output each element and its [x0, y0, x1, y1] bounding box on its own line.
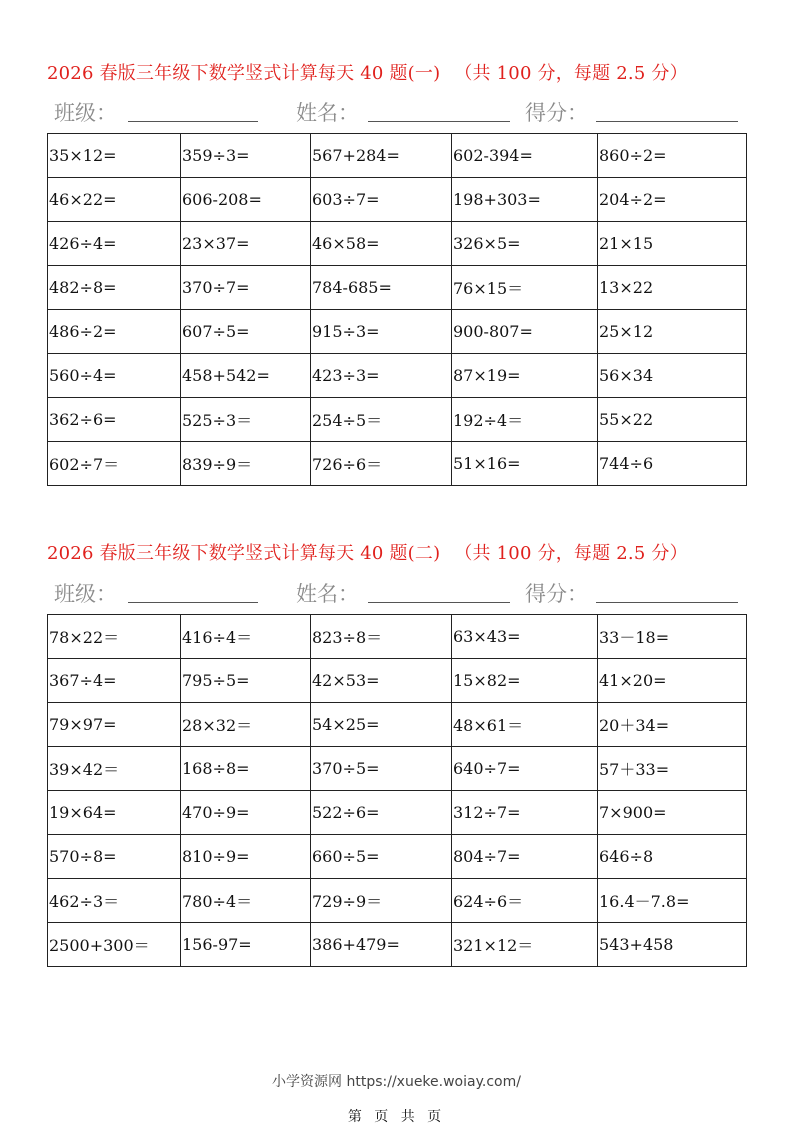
- student-info-1: [54, 97, 754, 127]
- problem-cell: 525÷3＝: [181, 398, 311, 442]
- problem-cell: 603÷7=: [311, 178, 452, 222]
- score-note-1: （共 100 分，每题 2.5 分）: [454, 63, 688, 84]
- problem-cell: 640÷7=: [452, 747, 598, 791]
- problem-cell: 646÷8: [598, 835, 747, 879]
- problem-cell: 168÷8=: [181, 747, 311, 791]
- problem-cell: 416÷4＝: [181, 615, 311, 659]
- table-row: [48, 879, 747, 923]
- score-label-1: 得分：: [525, 101, 588, 125]
- class-label-1: 班级：: [54, 101, 117, 125]
- problem-cell: 33－18=: [598, 615, 747, 659]
- problem-cell: 2500+300＝: [48, 923, 181, 967]
- problem-cell: 39×42＝: [48, 747, 181, 791]
- problem-cell: 810÷9=: [181, 835, 311, 879]
- problem-cell: 78×22＝: [48, 615, 181, 659]
- problem-cell: 839÷9＝: [181, 442, 311, 486]
- student-info-2: [54, 578, 754, 608]
- problem-cell: 57＋33=: [598, 747, 747, 791]
- table-row: [48, 442, 747, 486]
- score-label-2: 得分：: [525, 582, 588, 606]
- problem-cell: 744÷6: [598, 442, 747, 486]
- problem-cell: 606-208=: [181, 178, 311, 222]
- problem-cell: 15×82=: [452, 659, 598, 703]
- table-row: [48, 310, 747, 354]
- score-field-1[interactable]: [596, 121, 738, 122]
- problem-cell: 204÷2=: [598, 178, 747, 222]
- table-row: [48, 747, 747, 791]
- worksheet-title-2: [47, 539, 757, 565]
- problem-cell: 56×34: [598, 354, 747, 398]
- class-field-2[interactable]: [128, 602, 258, 603]
- problem-cell: 482÷8=: [48, 266, 181, 310]
- problem-cell: 46×22=: [48, 178, 181, 222]
- table-row: [48, 134, 747, 178]
- problem-cell: 48×61＝: [452, 703, 598, 747]
- table-row: [48, 791, 747, 835]
- problem-cell: 370÷7=: [181, 266, 311, 310]
- table-row: [48, 615, 747, 659]
- problem-cell: 780÷4＝: [181, 879, 311, 923]
- problem-rows-1: [48, 134, 747, 486]
- problem-cell: 46×58=: [311, 222, 452, 266]
- problem-cell: 607÷5=: [181, 310, 311, 354]
- problem-cell: 486÷2=: [48, 310, 181, 354]
- problem-cell: 28×32＝: [181, 703, 311, 747]
- title-text-1: 2026 春版三年级下数学竖式计算每天 40 题(一): [47, 63, 441, 84]
- problem-cell: 784-685=: [311, 266, 452, 310]
- class-label-2: 班级：: [54, 582, 117, 606]
- problem-cell: 795÷5=: [181, 659, 311, 703]
- problem-cell: 7×900=: [598, 791, 747, 835]
- page-number: 第 页 共 页: [347, 1109, 446, 1125]
- table-row: [48, 703, 747, 747]
- problem-cell: 55×22: [598, 398, 747, 442]
- problem-table-2: [47, 614, 747, 967]
- problem-rows-2: [48, 615, 747, 967]
- table-row: [48, 835, 747, 879]
- problem-cell: 21×15: [598, 222, 747, 266]
- problem-cell: 900-807=: [452, 310, 598, 354]
- problem-cell: 326×5=: [452, 222, 598, 266]
- name-field-1[interactable]: [368, 121, 510, 122]
- problem-cell: 602-394=: [452, 134, 598, 178]
- problem-cell: 426÷4=: [48, 222, 181, 266]
- problem-cell: 370÷5=: [311, 747, 452, 791]
- problem-cell: 19×64=: [48, 791, 181, 835]
- problem-cell: 624÷6＝: [452, 879, 598, 923]
- problem-cell: 51×16=: [452, 442, 598, 486]
- problem-cell: 79×97=: [48, 703, 181, 747]
- table-row: [48, 923, 747, 967]
- problem-cell: 823÷8＝: [311, 615, 452, 659]
- problem-table-1: [47, 133, 747, 486]
- table-row: [48, 398, 747, 442]
- problem-cell: 560÷4=: [48, 354, 181, 398]
- problem-cell: 42×53=: [311, 659, 452, 703]
- class-field-1[interactable]: [128, 121, 258, 122]
- problem-cell: 20＋34=: [598, 703, 747, 747]
- problem-cell: 25×12: [598, 310, 747, 354]
- name-label-1: 姓名：: [296, 101, 359, 125]
- name-label-2: 姓名：: [296, 582, 359, 606]
- problem-cell: 367÷4=: [48, 659, 181, 703]
- problem-cell: 567+284=: [311, 134, 452, 178]
- score-note-2: （共 100 分，每题 2.5 分）: [454, 543, 688, 564]
- problem-cell: 522÷6=: [311, 791, 452, 835]
- name-field-2[interactable]: [368, 602, 510, 603]
- problem-cell: 198+303=: [452, 178, 598, 222]
- problem-cell: 729÷9＝: [311, 879, 452, 923]
- problem-cell: 312÷7=: [452, 791, 598, 835]
- problem-cell: 87×19=: [452, 354, 598, 398]
- problem-cell: 470÷9=: [181, 791, 311, 835]
- problem-cell: 915÷3=: [311, 310, 452, 354]
- table-row: [48, 178, 747, 222]
- score-field-2[interactable]: [596, 602, 738, 603]
- problem-cell: 192÷4＝: [452, 398, 598, 442]
- problem-cell: 54×25=: [311, 703, 452, 747]
- problem-cell: 23×37=: [181, 222, 311, 266]
- problem-cell: 386+479=: [311, 923, 452, 967]
- problem-cell: 35×12=: [48, 134, 181, 178]
- problem-cell: 362÷6=: [48, 398, 181, 442]
- problem-cell: 254÷5＝: [311, 398, 452, 442]
- problem-cell: 156-97=: [181, 923, 311, 967]
- problem-cell: 860÷2=: [598, 134, 747, 178]
- table-row: [48, 354, 747, 398]
- problem-cell: 458+542=: [181, 354, 311, 398]
- problem-cell: 16.4－7.8=: [598, 879, 747, 923]
- problem-cell: 660÷5=: [311, 835, 452, 879]
- title-text-2: 2026 春版三年级下数学竖式计算每天 40 题(二): [47, 543, 441, 564]
- table-row: [48, 266, 747, 310]
- problem-cell: 602÷7＝: [48, 442, 181, 486]
- problem-cell: 726÷6＝: [311, 442, 452, 486]
- problem-cell: 543+458: [598, 923, 747, 967]
- problem-cell: 804÷7=: [452, 835, 598, 879]
- problem-cell: 423÷3=: [311, 354, 452, 398]
- problem-cell: 76×15＝: [452, 266, 598, 310]
- problem-cell: 63×43=: [452, 615, 598, 659]
- problem-cell: 570÷8=: [48, 835, 181, 879]
- source-footer: 小学资源网 https://xueke.woiay.com/: [272, 1074, 521, 1090]
- problem-cell: 462÷3＝: [48, 879, 181, 923]
- table-row: [48, 659, 747, 703]
- worksheet-title-1: [47, 59, 757, 85]
- problem-cell: 321×12＝: [452, 923, 598, 967]
- problem-cell: 359÷3=: [181, 134, 311, 178]
- problem-cell: 13×22: [598, 266, 747, 310]
- problem-cell: 41×20=: [598, 659, 747, 703]
- table-row: [48, 222, 747, 266]
